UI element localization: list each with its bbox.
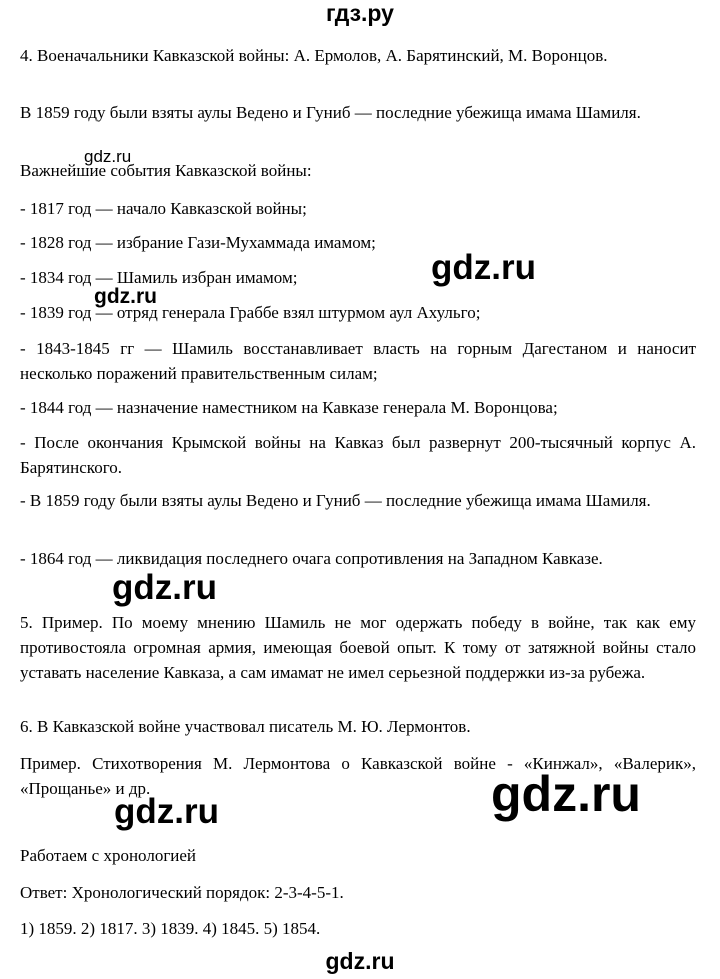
paragraph-answer-6: 6. В Кавказской войне участвовал писатель М. Ю. Лермонтов. [20,717,471,736]
list-item: - 1834 год — Шамиль избран имамом; [20,268,298,287]
paragraph-auls-taken: В 1859 году были взяты аулы Ведено и Гуниб — последние убежища имама Шамиля. [20,103,641,122]
watermark: gdz.ru [112,568,217,607]
watermark: gdz.ru [431,248,536,287]
paragraph-chronology-heading: Работаем с хронологией [20,846,197,865]
paragraph-answer-5: 5. Пример. По моему мнению Шамиль не мог одержать победу в войне, так как ему противостояла огромная армия, имеющая боевой опыт. К тому от затяжной войны стало уставать население Кавказа, а сам имамат не имел серьезной поддержки из-за рубежа. [20,613,696,682]
watermark: gdz.ru [491,766,641,822]
list-item: - В 1859 году были взяты аулы Ведено и Гуниб — последние убежища имама Шамиля. [20,491,651,510]
paragraph-poems-example: Пример. Стихотворения М. Лермонтова о Кавказской войне - «Кинжал», «Валерик», «Прощанье» и др. [20,754,696,798]
footer-site-title: gdz.ru [325,948,395,974]
list-item: - 1843-1845 гг — Шамиль восстанавливает власть на горным Дагестаном и наносит несколько поражений правительственным силам; [20,339,696,383]
list-item: - 1864 год — ликвидация последнего очага сопротивления на Западном Кавказе. [20,549,603,568]
watermark: gdz.ru [114,792,219,831]
watermark: gdz.ru [94,285,157,308]
paragraph-commanders: 4. Военачальники Кавказской войны: А. Ермолов, А. Барятинский, М. Воронцов. [20,46,608,65]
paragraph-events-heading: Важнейшие события Кавказской войны: [20,161,312,180]
list-item: - 1828 год — избрание Гази-Мухаммада имамом; [20,233,376,252]
paragraph-chronology-years: 1) 1859. 2) 1817. 3) 1839. 4) 1845. 5) 1854. [20,919,321,938]
list-item: - 1817 год — начало Кавказской войны; [20,199,307,218]
paragraph-chronology-answer: Ответ: Хронологический порядок: 2-3-4-5-1. [20,883,344,902]
list-item: - 1839 год — отряд генерала Граббе взял штурмом аул Ахульго; [20,303,481,322]
header-site-title: гдз.ру [326,0,394,26]
watermark: gdz.ru [84,147,132,166]
list-item: - 1844 год — назначение наместником на Кавказе генерала М. Воронцова; [20,398,558,417]
list-item: - После окончания Крымской войны на Кавказ был развернут 200-тысячный корпус А. Барятинского. [20,433,696,477]
